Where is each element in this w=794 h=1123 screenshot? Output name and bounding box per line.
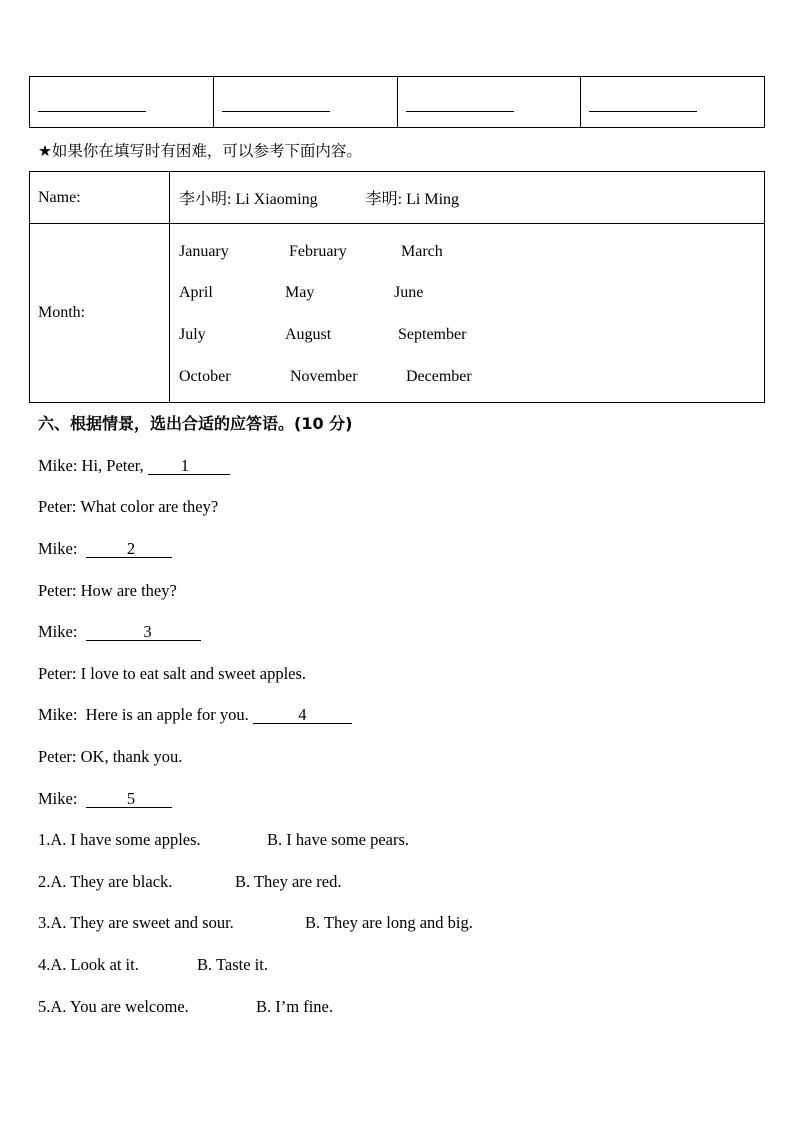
answer-blank-1[interactable]: 1: [148, 458, 231, 475]
option-3a: 3.A. They are sweet and sour.: [38, 913, 234, 932]
dialog-line-3: Mike: 2: [38, 539, 172, 559]
month-item: August: [285, 326, 332, 343]
month-item: February: [289, 243, 347, 260]
month-item: May: [285, 284, 315, 301]
dialog-line-6: Peter: I love to eat salt and sweet apples.: [38, 664, 307, 683]
section-heading: 六、根据情景，选出合适的应答语。(10 分): [38, 414, 353, 433]
blank-line: [38, 111, 146, 112]
answer-blank-cell[interactable]: [213, 77, 397, 128]
month-label: Month:: [30, 224, 170, 403]
name-label: Name:: [30, 172, 170, 224]
name-example-2: 李明: Li Ming: [365, 191, 460, 208]
month-item: December: [406, 368, 472, 385]
option-3b: B. They are long and big.: [305, 913, 473, 932]
option-1a: 1.A. I have some apples.: [38, 830, 201, 849]
dialog-line-2: Peter: What color are they?: [38, 497, 219, 516]
answer-blank-3[interactable]: 3: [86, 624, 202, 641]
answer-blank-4[interactable]: 4: [253, 707, 352, 724]
month-item: April: [179, 284, 213, 301]
answer-blank-5[interactable]: 5: [86, 791, 173, 808]
blank-line: [589, 111, 697, 112]
answer-blank-cell[interactable]: [30, 77, 214, 128]
dialog-line-4: Peter: How are they?: [38, 581, 177, 600]
dialog-line-7: Mike: Here is an apple for you. 4: [38, 705, 352, 725]
blank-line: [222, 111, 330, 112]
reference-note: ★如果你在填写时有困难，可以参考下面内容。: [38, 142, 362, 160]
name-values: [170, 172, 765, 224]
answer-blank-table: [29, 76, 765, 128]
month-item: July: [179, 326, 206, 343]
option-5b: B. I’m fine.: [256, 997, 333, 1016]
month-item: March: [401, 243, 443, 260]
reference-table: [29, 171, 765, 403]
month-item: November: [290, 368, 358, 385]
month-values: [170, 224, 765, 403]
answer-blank-cell[interactable]: [581, 77, 765, 128]
option-1b: B. I have some pears.: [267, 830, 410, 849]
option-2b: B. They are red.: [235, 872, 342, 891]
blank-line: [406, 111, 514, 112]
dialog-line-9: Mike: 5: [38, 789, 172, 809]
answer-blank-cell[interactable]: [397, 77, 581, 128]
dialog-line-1: Mike: Hi, Peter, 1: [38, 456, 230, 476]
option-4a: 4.A. Look at it.: [38, 955, 139, 974]
name-example-1: 李小明: Li Xiaoming: [179, 191, 318, 208]
dialog-line-8: Peter: OK, thank you.: [38, 747, 183, 766]
month-item: June: [394, 284, 424, 301]
dialog-line-5: Mike: 3: [38, 622, 201, 642]
month-item: October: [179, 368, 231, 385]
answer-blank-2[interactable]: 2: [86, 541, 173, 558]
option-4b: B. Taste it.: [197, 955, 268, 974]
month-item: January: [179, 243, 229, 260]
option-5a: 5.A. You are welcome.: [38, 997, 189, 1016]
option-2a: 2.A. They are black.: [38, 872, 173, 891]
month-item: September: [398, 326, 467, 343]
